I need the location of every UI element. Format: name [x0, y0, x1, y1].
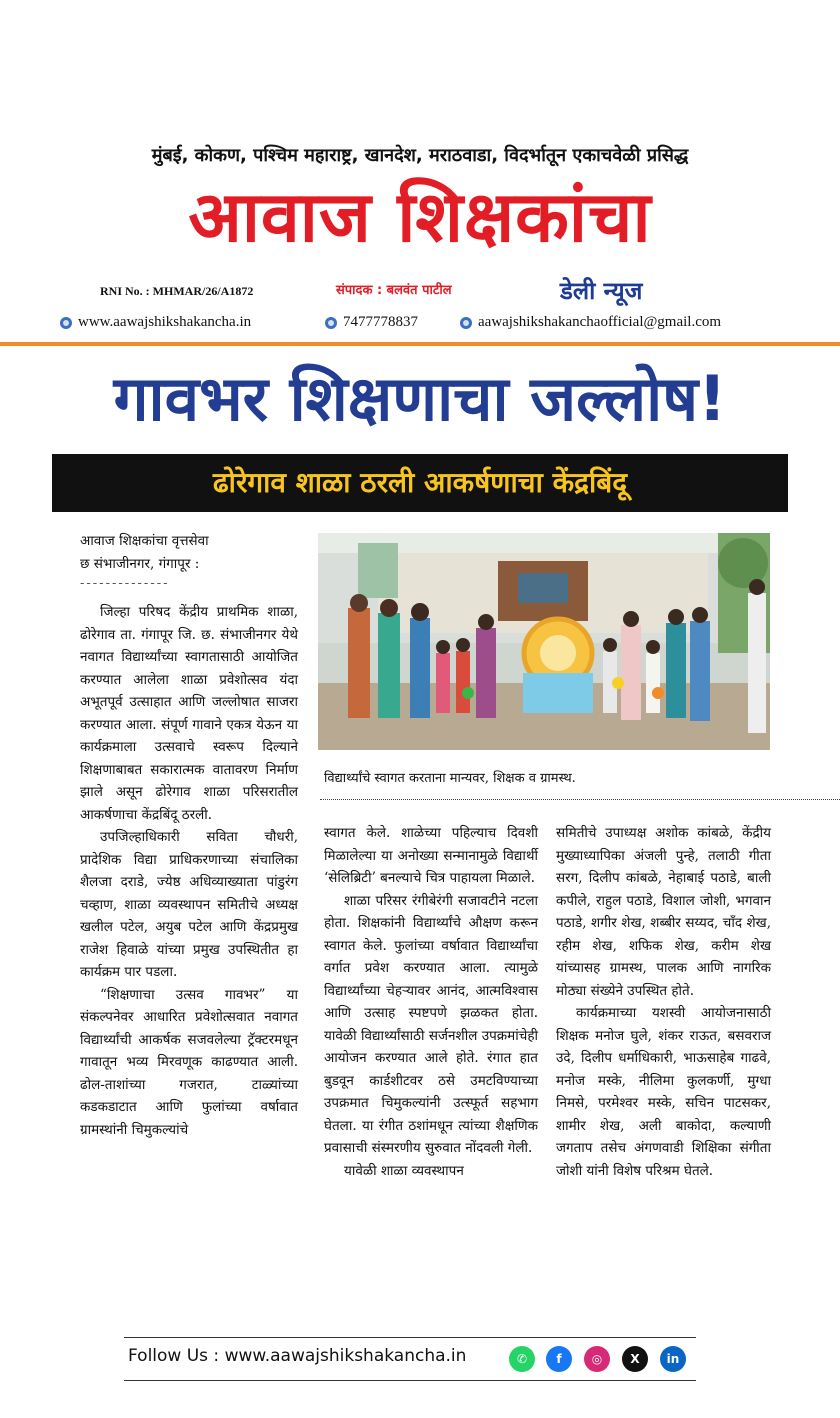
paragraph: यावेळी शाळा व्यवस्थापन: [344, 1162, 464, 1179]
phone-text: 7477778837: [343, 314, 418, 330]
email-contact[interactable]: [460, 314, 721, 331]
event-photo-illustration: [318, 533, 770, 750]
facebook-icon[interactable]: f: [546, 1346, 572, 1372]
event-photo: [318, 533, 770, 750]
newspaper-masthead: आवाज शिक्षकांचा: [188, 176, 652, 258]
article-column-2: [324, 822, 538, 1182]
dotted-divider: [320, 799, 840, 800]
article-column-1: [80, 601, 298, 1141]
paragraph: समितीचे उपाध्यक्ष अशोक कांबळे, केंद्रीय मुख्याध्यापिका अंजली पुन्हे, तलाठी गीता सरग, दिलीप कांबळे, नेहाबाई पठाडे, बाली कपीले, राहुल पठाडे, विशाल जोशी, भगवान पठाडे, शगीर शेख, शब्बीर सय्यद, चाँद शेख, रहीम शेख, शफिक शेख, करीम शेख यांच्यासह ग्रामस्थ, पालक आणि नागरिक मोठ्या संख्येने उपस्थित होते.: [556, 825, 771, 999]
coverage-tagline: मुंबई, कोकण, पश्चिम महाराष्ट्र, खानदेश, मराठवाडा, विदर्भातून एकाचवेळी प्रसिद्ध: [151, 145, 689, 166]
email-icon: [460, 317, 472, 329]
paragraph: “शिक्षणाचा उत्सव गावभर” या संकल्पनेवर आधारित प्रवेशोत्सवात नवागत विद्यार्थ्यांची आकर्षक सजवलेल्या ट्रॅक्टरमधून गावातून भव्य मिरवणूक काढण्यात आली. ढोल-ताशांच्या गजरात, टाळ्यांच्या कडकडाटात आणि फुलांच्या वर्षावात ग्रामस्थांनी चिमुकल्यांचे: [80, 986, 298, 1138]
photo-caption: विद्यार्थ्यांचे स्वागत करताना मान्यवर, शिक्षक व ग्रामस्थ.: [324, 771, 576, 786]
main-headline: गावभर शिक्षणाचा जल्लोष!: [113, 362, 727, 435]
daily-news-label: डेली न्यूज: [560, 277, 643, 305]
follow-us-text[interactable]: Follow Us : www.aawajshikshakancha.in: [128, 1346, 467, 1366]
footer-rule-bottom: [124, 1380, 696, 1381]
byline-agency: आवाज शिक्षकांचा वृत्तसेवा: [80, 533, 209, 549]
header-divider: [0, 342, 840, 346]
rni-number: RNI No. : MHMAR/26/A1872: [100, 284, 254, 298]
article-column-3: [556, 822, 771, 1182]
byline-separator: --------------: [80, 576, 170, 591]
subheadline: ढोरेगाव शाळा ठरली आकर्षणाचा केंद्रबिंदू: [212, 466, 628, 499]
paragraph: स्वागत केले. शाळेच्या पहिल्याच दिवशी मिळालेल्या या अनोख्या सन्मानामुळे विद्यार्थी ‘सेलिब्रिटी’ बनल्याचे चित्र पाहायला मिळाले.: [324, 825, 538, 886]
x-icon[interactable]: X: [622, 1346, 648, 1372]
phone-icon: [325, 317, 337, 329]
website-text: www.aawajshikshakancha.in: [78, 314, 252, 330]
byline-location: छ संभाजीनगर, गंगापूर :: [80, 555, 200, 572]
paragraph: जिल्हा परिषद केंद्रीय प्राथमिक शाळा, ढोरेगाव ता. गंगापूर जि. छ. संभाजीनगर येथे नवागत विद्यार्थ्यांच्या स्वागतासाठी आयोजित करण्यात आलेला शाळा प्रवेशोत्सव यंदा अभूतपूर्व उत्साहात आणि जल्लोषात साजरा करण्यात आला. संपूर्ण गावाने एकत्र येऊन या कार्यक्रमाला उत्सवाचे स्वरूप दिल्याने शिक्षणाबाबत सकारात्मक वातावरण निर्माण झाले असून ढोरेगाव शाळा परिसरातील आकर्षणाचा केंद्रबिंदू ठरली.: [80, 604, 298, 823]
paragraph: उपजिल्हाधिकारी सविता चौधरी, प्रादेशिक विद्या प्राधिकरणाच्या संचालिका शैलजा दराडे, ज्येष्ठ अधिव्याख्याता पांडुरंग चव्हाण, शाळा व्यवस्थापन समितीचे अध्यक्ष खलील पटेल, अयुब पटेल आणि केंद्रप्रमुख राजेश हिवाळे यांच्या प्रमुख उपस्थितीत हा कार्यक्रम पार पडला.: [80, 829, 298, 980]
website-contact[interactable]: [60, 314, 251, 331]
subheadline-bar: [52, 454, 788, 512]
paragraph: शाळा परिसर रंगीबेरंगी सजावटीने नटला होता. शिक्षकांनी विद्यार्थ्यांचे औक्षण करून स्वागत केले. फुलांच्या वर्षावात विद्यार्थ्यांचा वर्गात प्रवेश करण्यात आला. त्यामुळे विद्यार्थ्यांच्या चेहऱ्यावर आनंद, आत्मविश्वास आणि उत्साह स्पष्टपणे झळकत होता. यावेळी विद्यार्थ्यांसाठी सर्जनशील उपक्रमांचेही आयोजन करण्यात आले होते. रंगात हात बुडवून कार्डशीटवर ठसे उमटविण्याच्या उपक्रमात चिमुकल्यांनी उत्स्फूर्त सहभाग घेतला. या रंगीत ठशांमधून त्यांच्या शैक्षणिक प्रवासाची संस्मरणीय सुरुवात नोंदवली गेली.: [324, 892, 538, 1156]
paragraph: कार्यक्रमाच्या यशस्वी आयोजनासाठी शिक्षक मनोज घुले, शंकर राऊत, बसवराज उदे, दिलीप धर्माधिकारी, भाऊसाहेब गाढवे, मनोज मस्के, नीलिमा कुलकर्णी, मुग्धा निमसे, परमेश्वर मस्के, सचिन पाटसकर, शामीर शेख, अली बाकोदा, कल्याणी जगताप तसेच अंगणवाडी शिक्षिका संगीता जोशी यांनी विशेष परिश्रम घेतले.: [556, 1005, 771, 1179]
linkedin-icon[interactable]: in: [660, 1346, 686, 1372]
byline: [80, 530, 280, 575]
phone-contact[interactable]: [325, 314, 418, 331]
instagram-icon[interactable]: ◎: [584, 1346, 610, 1372]
footer-rule-top: [124, 1337, 696, 1338]
editor-credit: संपादक : बलवंत पाटील: [336, 283, 452, 298]
email-text: aawajshikshakanchaofficial@gmail.com: [478, 314, 722, 330]
globe-icon: [60, 317, 72, 329]
whatsapp-icon[interactable]: ✆: [509, 1346, 535, 1372]
